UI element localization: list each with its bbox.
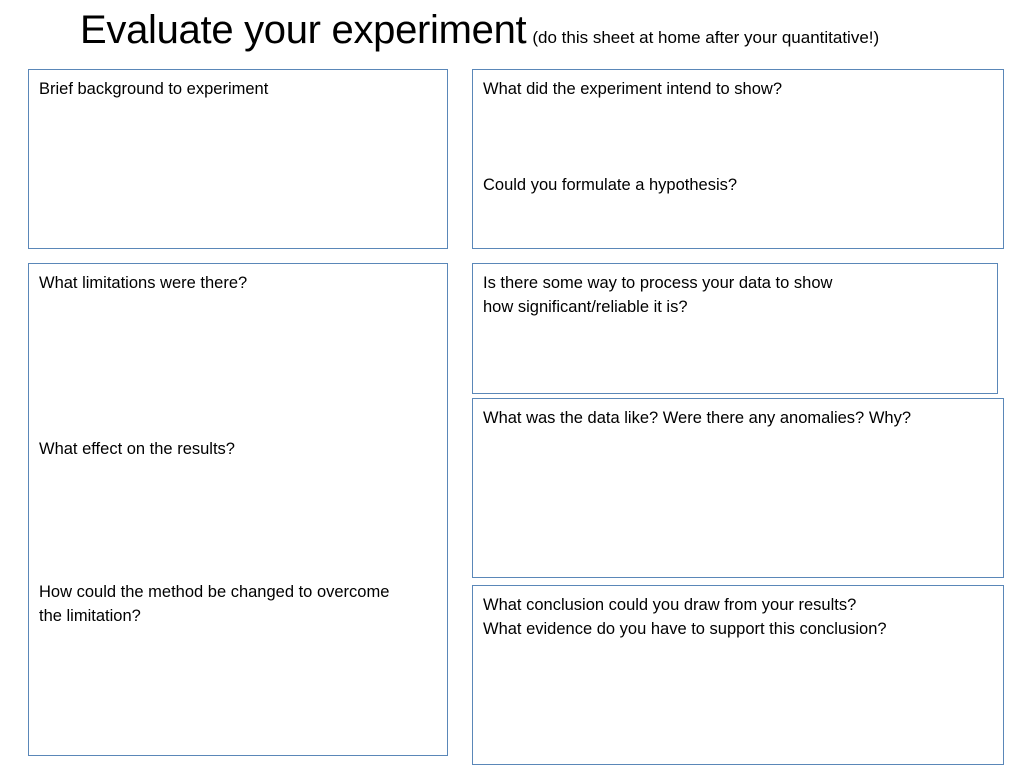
background-prompt: Brief background to experiment: [39, 80, 269, 98]
conclusion-box[interactable]: [472, 585, 1004, 765]
method-change-prompt: How could the method be changed to overcome the limitation?: [39, 583, 390, 625]
process-prompt: Is there some way to process your data to show how significant/reliable it is?: [483, 274, 833, 316]
data-anomalies-box[interactable]: [472, 398, 1004, 578]
intend-prompt: What did the experiment intend to show?: [483, 80, 783, 98]
intend-box[interactable]: [472, 69, 1004, 249]
limitations-box[interactable]: [28, 263, 448, 756]
background-box[interactable]: [28, 69, 448, 249]
title-main: Evaluate your experiment: [80, 8, 527, 52]
effect-prompt: What effect on the results?: [39, 440, 235, 458]
hypothesis-prompt: Could you formulate a hypothesis?: [483, 176, 738, 194]
page-title: [80, 8, 879, 53]
data-prompt: What was the data like? Were there any anomalies? Why?: [483, 409, 911, 427]
title-subtitle: (do this sheet at home after your quantitative!): [532, 28, 880, 47]
process-data-box[interactable]: [472, 263, 998, 394]
limitations-prompt: What limitations were there?: [39, 274, 248, 292]
conclusion-prompt: What conclusion could you draw from your results? What evidence do you have to support this conclusion?: [483, 596, 887, 638]
